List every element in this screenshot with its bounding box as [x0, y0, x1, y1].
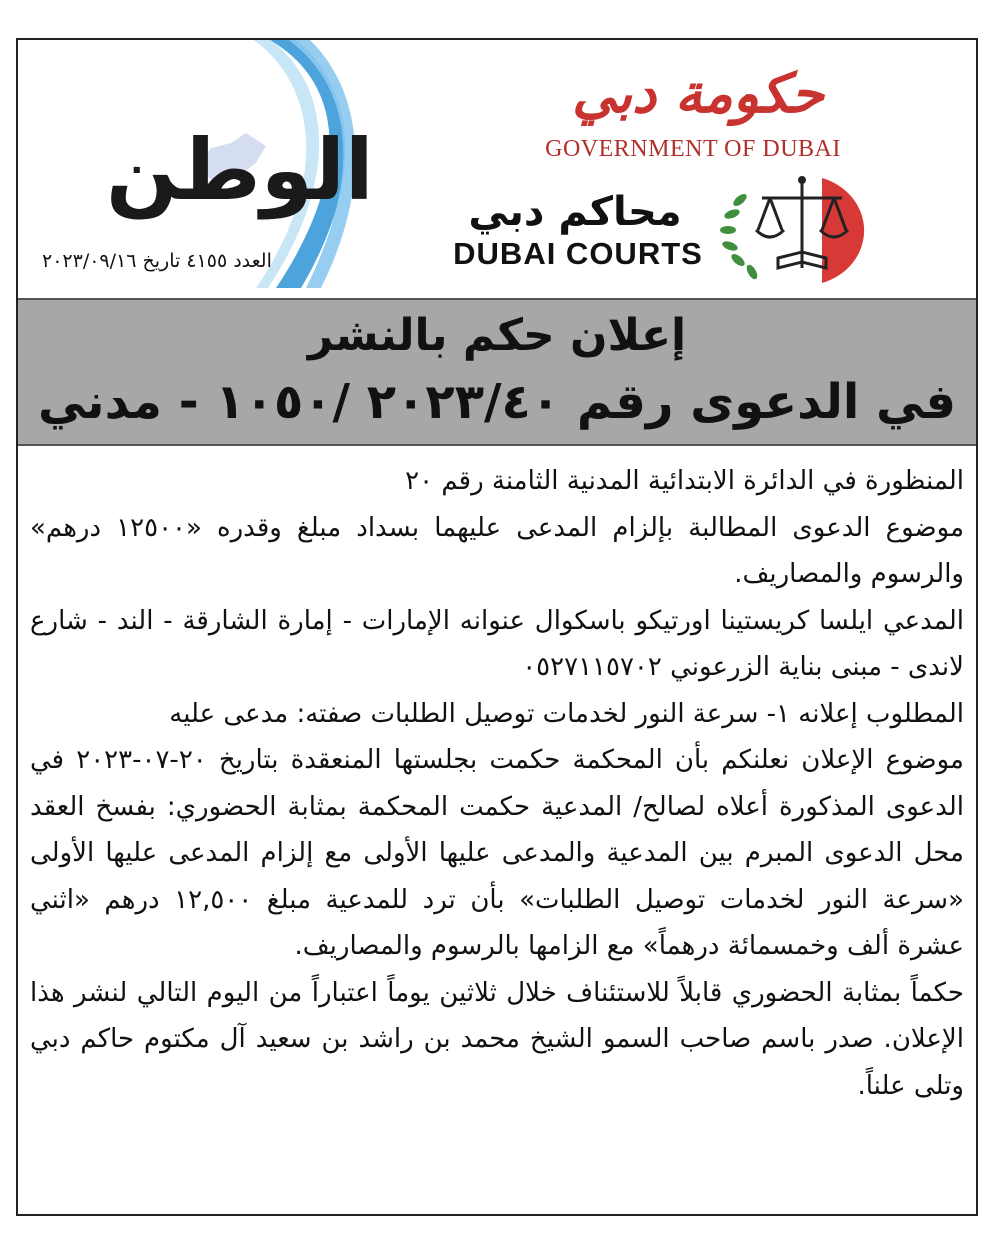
announcement-title: إعلان حكم بالنشر — [307, 310, 687, 361]
courts-name-english: DUBAI COURTS — [453, 236, 703, 271]
case-number-title: في الدعوى رقم ٢٠٢٣/٤٠ /١٠٥٠ - مدني — [37, 374, 957, 430]
government-name-english: GOVERNMENT OF DUBAI — [545, 136, 841, 162]
announcement-page — [16, 38, 978, 1216]
paragraph-subject: موضوع الدعوى المطالبة بإلزام المدعى عليهما بسداد مبلغ وقدره «١٢٥٠٠ درهم» والرسوم والمصاريف. — [30, 512, 964, 589]
paragraph-defendant: المطلوب إعلانه ١- سرعة النور لخدمات توصيل الطلبات صفته: مدعى عليه — [169, 698, 964, 729]
al-watan-masthead — [36, 70, 374, 290]
title-band — [18, 298, 976, 446]
paragraph-appeal-notice: حكماً بمثابة الحضوري قابلاً للاستئناف خلال ثلاثين يوماً اعتباراً من اليوم التالي لنشر هذا الإعلان. صدر باسم صاحب السمو الشيخ محمد بن راشد بن سعيد آل مكتوم حاكم دبي وتلى علناً. — [30, 977, 964, 1101]
paragraph-circuit: المنظورة في الدائرة الابتدائية المدنية الثامنة رقم ٢٠ — [405, 466, 964, 496]
header — [18, 40, 976, 298]
courts-name-arabic: محاكم دبي — [468, 189, 682, 235]
government-name-arabic: حكومة دبي — [572, 61, 824, 125]
scales-of-justice-emblem-icon — [712, 168, 922, 288]
paragraph-judgment: موضوع الإعلان نعلنكم بأن المحكمة حكمت بجلستها المنعقدة بتاريخ ٢٠-٠٧-٢٠٢٣ في الدعوى المذكورة أعلاه لصالح/ المدعية حكمت المحكمة بمثابة الحضوري: بفسخ العقد محل الدعوى المبرم بين المدعية والمدعى عليها الأولى مع إلزام المدعى عليها الأولى «سرعة النور لخدمات توصيل الطلبات» بأن ترد للمدعية مبلغ ١٢,٥٠٠ درهم «اثني عشرة ألف وخمسمائة درهماً» مع الزامها بالرسوم والمصاريف. — [30, 745, 964, 961]
paragraph-plaintiff: المدعي ايلسا كريستينا اورتيكو باسكوال عنوانه الإمارات - إمارة الشارقة - الند - شارع لاندى - مبنى بناية الزرعوني ٠٥٢٧١١٥٧٠٢ — [30, 605, 964, 682]
announcement-body — [30, 458, 964, 1109]
issue-line: العدد ٤١٥٥ تاريخ ٢٠٢٣/٠٩/١٦ — [42, 250, 272, 272]
newspaper-name: الوطن — [106, 121, 374, 219]
